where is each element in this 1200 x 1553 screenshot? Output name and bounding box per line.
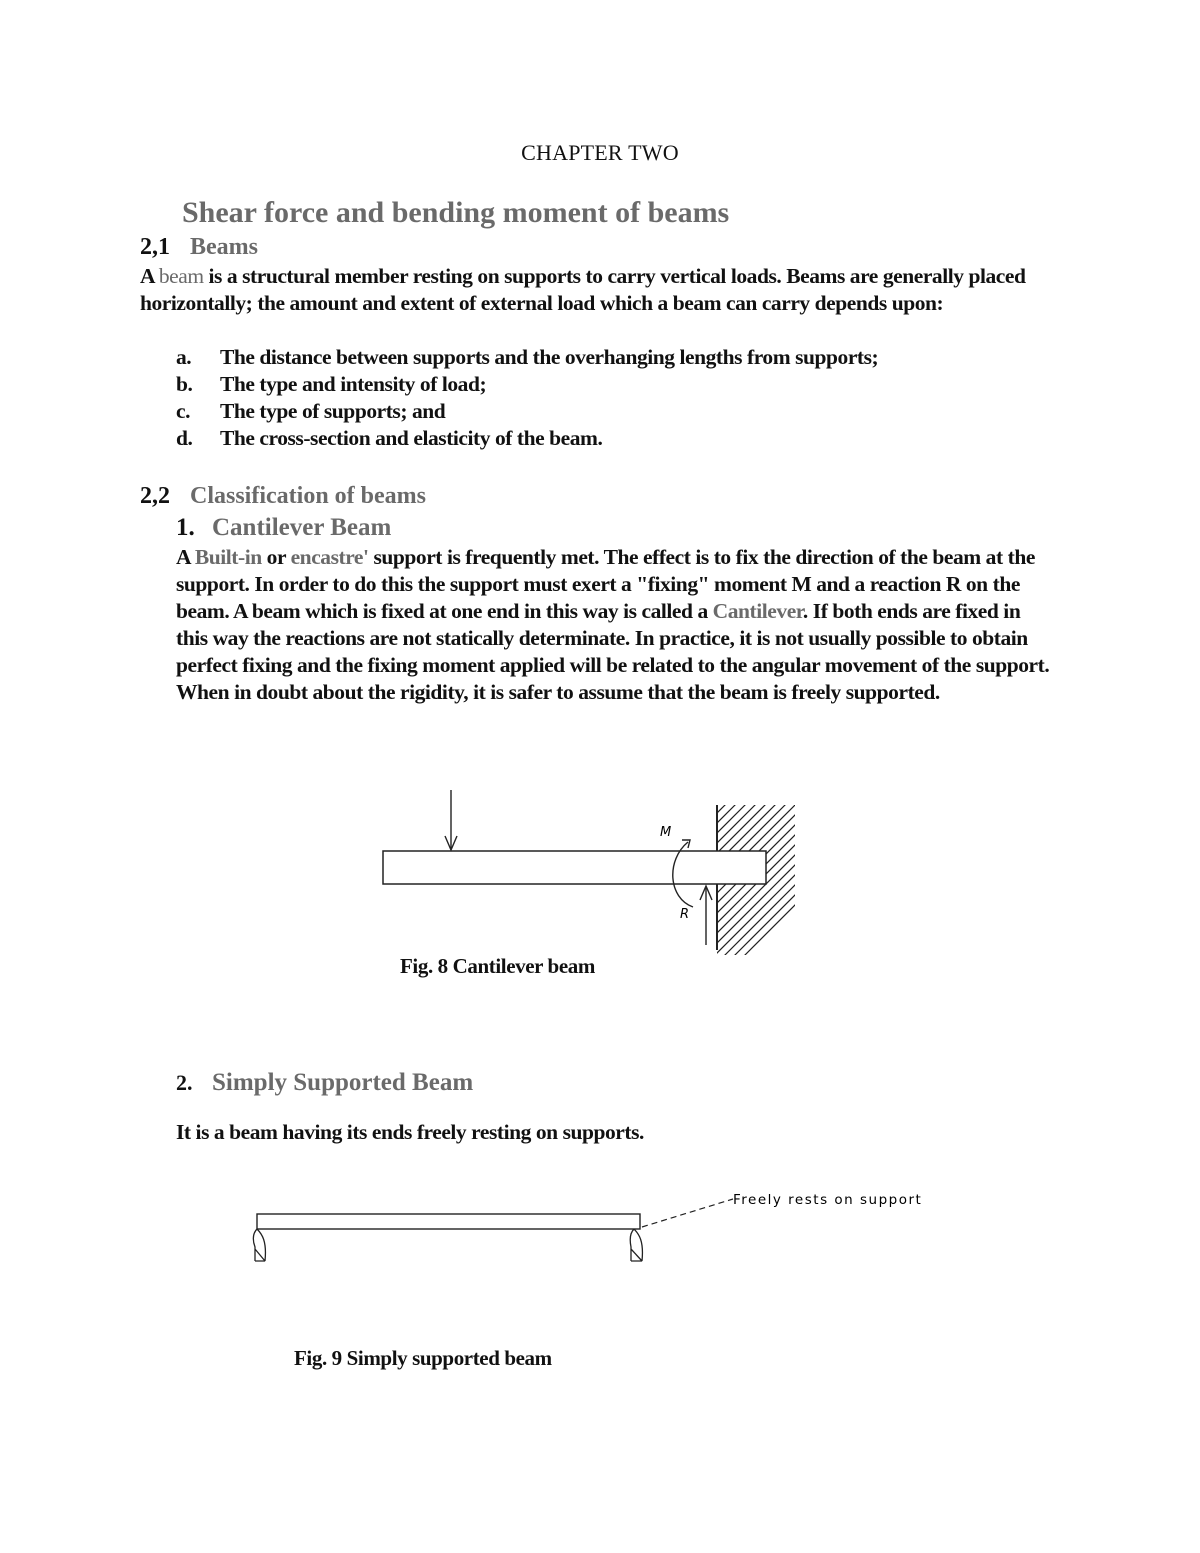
subheading-number: 2.	[176, 1070, 193, 1095]
term-cantilever: Cantilever	[712, 599, 803, 623]
cantilever-paragraph	[176, 544, 1056, 706]
figure-caption: Fig. 8 Cantilever beam	[400, 954, 595, 978]
text-run: . If both ends are fixed in this way the reactions are not statically determinate. In practice, it is not usually possible to obtain perfect fixing and the fixing moment applied will be related to the angular movement of the support. When in doubt about the rigidity, it is safer to assume that the beam is freely supported.	[176, 599, 1050, 704]
subheading-title: Simply Supported Beam	[212, 1069, 474, 1096]
chapter-label: CHAPTER TWO	[521, 140, 679, 165]
left-support	[253, 1229, 265, 1261]
list-item	[176, 425, 1076, 452]
list-marker: c.	[176, 399, 191, 423]
text-run: A	[176, 545, 195, 569]
term-beam: beam	[158, 264, 204, 288]
text-run: is a structural member resting on supports to carry vertical loads. Beams are generally placed horizontally; the amount and extent of external load which a beam can carry depends upon:	[140, 264, 1026, 315]
term-built-in: Built-in	[194, 545, 262, 569]
reaction-label: R	[680, 907, 690, 922]
simply-supported-beam-diagram	[245, 1185, 985, 1265]
simply-supported-description: It is a beam having its ends freely resting on supports.	[176, 1120, 644, 1144]
beam-body	[383, 851, 766, 884]
list-item-text: The type of supports; and	[220, 399, 446, 423]
beam-definition-paragraph	[140, 263, 1060, 317]
right-support	[630, 1229, 642, 1261]
cantilever-beam-diagram	[370, 780, 810, 955]
reaction-arrow	[700, 886, 712, 945]
text-run: or	[261, 545, 291, 569]
beam-body	[257, 1214, 640, 1229]
section-number: 2,1	[140, 234, 170, 260]
list-item	[176, 398, 1076, 425]
text-run: A	[140, 264, 159, 288]
subheading-cantilever	[176, 514, 391, 542]
page-title: Shear force and bending moment of beams	[182, 196, 730, 229]
support-annotation: Freely rests on support	[733, 1192, 923, 1208]
subheading-simply-supported	[176, 1069, 473, 1097]
section-title: Beams	[190, 234, 258, 260]
list-marker: a.	[176, 345, 192, 369]
list-item-text: The type and intensity of load;	[220, 372, 487, 396]
section-title: Classification of beams	[190, 483, 426, 509]
annotation-leader-line	[642, 1199, 733, 1227]
list-marker: d.	[176, 426, 193, 450]
subheading-title: Cantilever Beam	[212, 514, 392, 541]
text-run: support is frequently met. The effect is to fix the direction of the beam at the support. In order to do this the support must exert a "fixing" moment M and a reaction R on the beam. A beam which is fixed at one end in this way is called a	[176, 545, 1035, 623]
factor-list	[176, 344, 1076, 452]
list-marker: b.	[176, 372, 193, 396]
figure-caption: Fig. 9 Simply supported beam	[294, 1346, 552, 1370]
list-item	[176, 371, 1076, 398]
applied-load-arrow	[445, 790, 457, 850]
section-number: 2,2	[140, 483, 170, 509]
section-heading-beams	[140, 234, 258, 261]
subheading-number: 1.	[176, 514, 195, 541]
list-item-text: The cross-section and elasticity of the beam.	[220, 426, 603, 450]
list-item	[176, 344, 1076, 371]
term-encastre: encastre'	[290, 545, 369, 569]
section-heading-classification	[140, 483, 426, 510]
moment-label: M	[660, 825, 672, 840]
list-item-text: The distance between supports and the overhanging lengths from supports;	[220, 345, 879, 369]
